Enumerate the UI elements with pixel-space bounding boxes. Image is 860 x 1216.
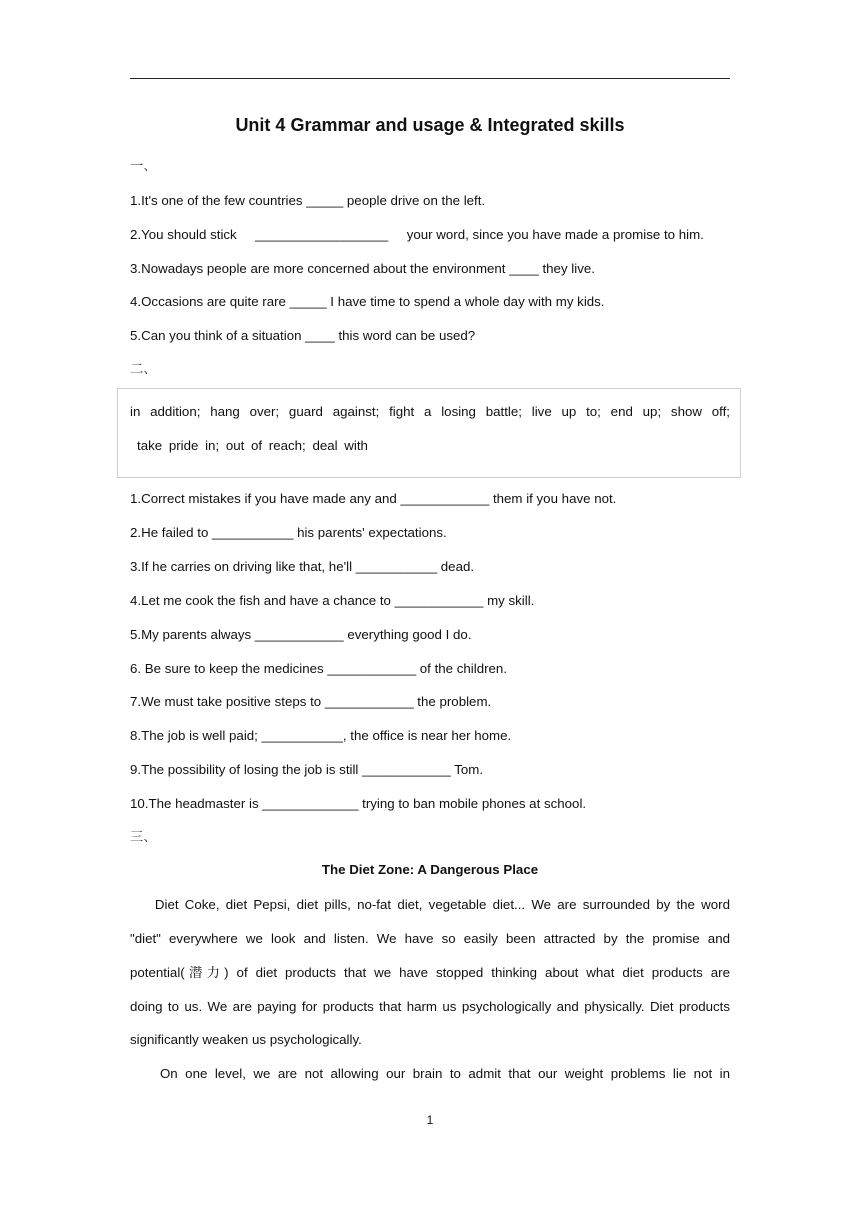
part2-question-5: 5.My parents always ____________ everything good I do. bbox=[130, 627, 472, 642]
part2-question-4: 4.Let me cook the fish and have a chance to ____________ my skill. bbox=[130, 593, 535, 608]
section-heading-three: 三、 bbox=[130, 830, 157, 845]
phrase-box-line-1: in addition; hang over; guard against; fight a losing battle; live up to; end up; show off; bbox=[130, 404, 730, 419]
part2-question-10: 10.The headmaster is _____________ trying to ban mobile phones at school. bbox=[130, 796, 587, 811]
part2-question-9: 9.The possibility of losing the job is still ____________ Tom. bbox=[130, 762, 484, 777]
part2-question-2: 2.He failed to ___________ his parents' expectations. bbox=[130, 525, 447, 540]
phrase-box-line-2: take pride in; out of reach; deal with bbox=[137, 438, 368, 453]
passage-title: The Diet Zone: A Dangerous Place bbox=[321, 862, 539, 877]
page-number: 1 bbox=[426, 1113, 434, 1127]
section-heading-two: 二、 bbox=[130, 362, 157, 377]
part1-question-1: 1.It's one of the few countries _____ people drive on the left. bbox=[130, 193, 486, 208]
part1-question-2: 2.You should stick __________________ your word, since you have made a promise to him. bbox=[130, 227, 704, 242]
header-rule bbox=[130, 78, 730, 79]
phrase-box bbox=[117, 388, 741, 478]
part2-question-1: 1.Correct mistakes if you have made any and ____________ them if you have not. bbox=[130, 491, 617, 506]
part2-question-7: 7.We must take positive steps to ____________ the problem. bbox=[130, 694, 492, 709]
passage-p1-line-4: doing to us. We are paying for products that harm us psychologically and physically. Diet products bbox=[130, 999, 730, 1014]
part1-question-4: 4.Occasions are quite rare _____ I have time to spend a whole day with my kids. bbox=[130, 294, 605, 309]
passage-p1-line-3: potential(潜力) of diet products that we have stopped thinking about what diet products are bbox=[130, 965, 730, 980]
part1-question-5: 5.Can you think of a situation ____ this word can be used? bbox=[130, 328, 476, 343]
part2-question-3: 3.If he carries on driving like that, he'll ___________ dead. bbox=[130, 559, 475, 574]
passage-p1-line-1: Diet Coke, diet Pepsi, diet pills, no-fat diet, vegetable diet... We are surrounded by the word bbox=[130, 897, 730, 912]
section-heading-one: 一、 bbox=[130, 159, 157, 174]
part2-question-8: 8.The job is well paid; ___________, the office is near her home. bbox=[130, 728, 512, 743]
part2-question-6: 6. Be sure to keep the medicines ____________ of the children. bbox=[130, 661, 508, 676]
passage-p1-line-5: significantly weaken us psychologically. bbox=[130, 1032, 362, 1047]
passage-p1-line-2: "diet" everywhere we look and listen. We have so easily been attracted by the promise and bbox=[130, 931, 730, 946]
passage-p2-line-1: On one level, we are not allowing our brain to admit that our weight problems lie not in bbox=[130, 1066, 730, 1081]
page-title: Unit 4 Grammar and usage & Integrated skills bbox=[235, 115, 625, 135]
part1-question-3: 3.Nowadays people are more concerned about the environment ____ they live. bbox=[130, 261, 595, 276]
